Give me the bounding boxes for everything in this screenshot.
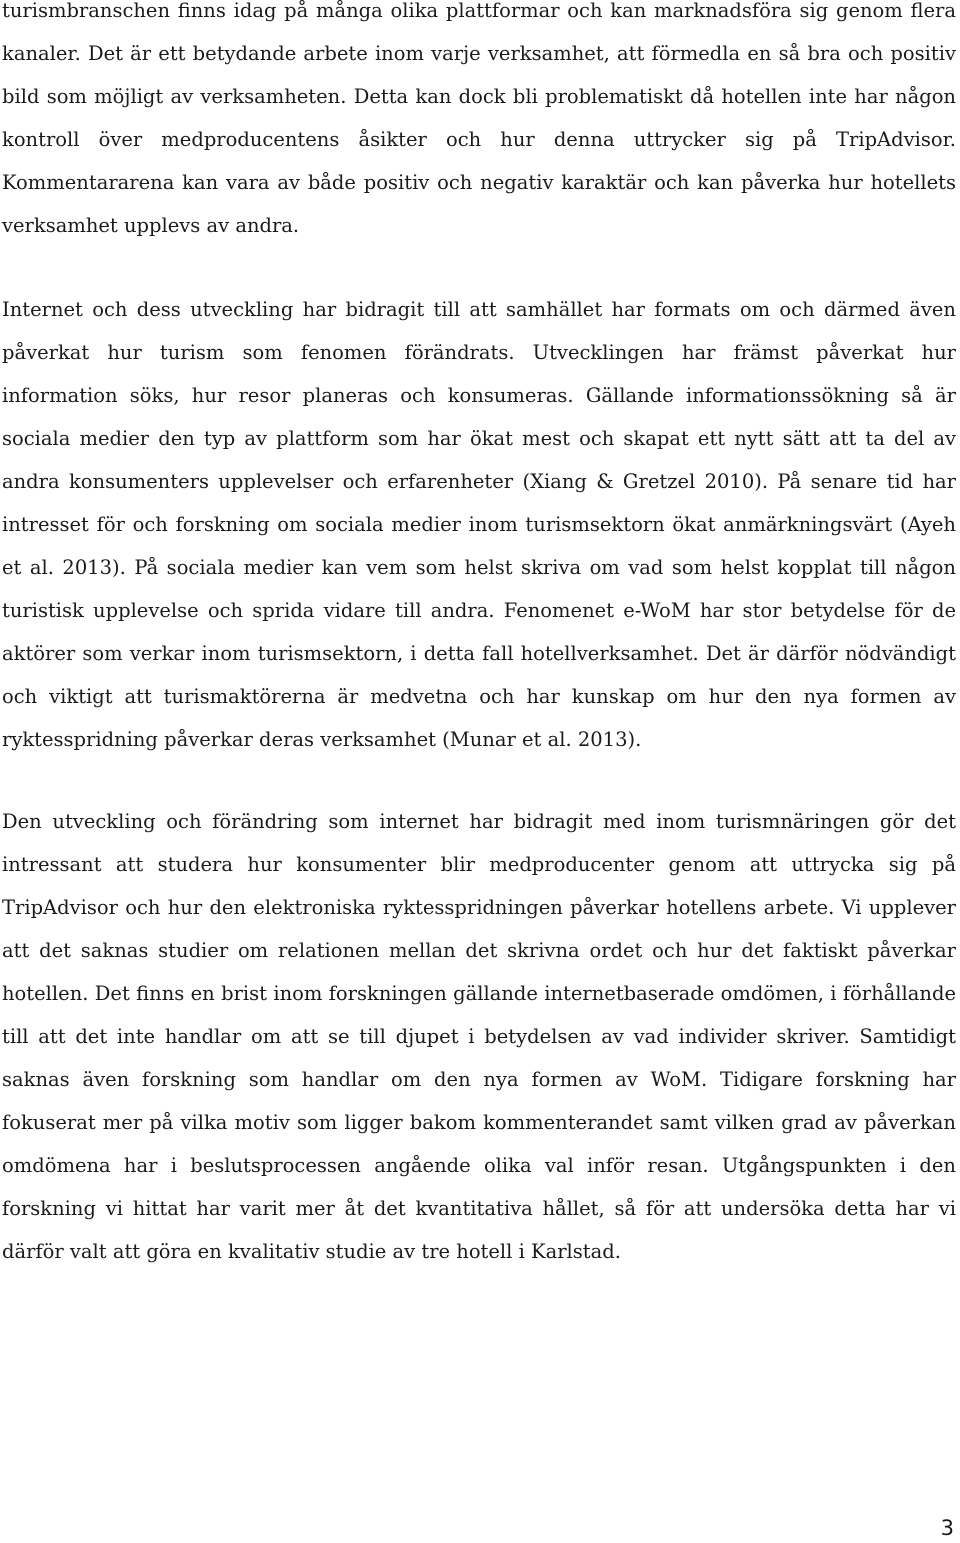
paragraph: Internet och dess utveckling har bidragit till att samhället har formats om och därmed även påverkat hur turism som fenomen förändrats. Utvecklingen har främst påverkat hur information söks, hur resor planeras och konsumeras. Gällande informationssökning så är sociala medier den typ av plattform som har ökat mest och skapat ett nytt sätt att ta del av andra konsumenters upplevelser och erfarenheter (Xiang & Gretzel 2010). På senare tid har intresset för och forskning om sociala medier inom turismsektorn ökat anmärkningsvärt (Ayeh et al. 2013). På sociala medier kan vem som helst skriva om vad som helst kopplat till någon turistisk upplevelse och sprida vidare till andra. Fenomenet e-WoM har stor betydelse för de aktörer som verkar inom turismsektorn, i detta fall hotellverksamhet. Det är därför nödvändigt och viktigt att turismaktörerna är medvetna och har kunskap om hur den nya formen av ryktesspridning påverkar deras verksamhet (Munar et al. 2013). [2,298,956,751]
page-number: 3 [940,1516,954,1540]
paragraph: Den utveckling och förändring som internet har bidragit med inom turismnäringen gör det intressant att studera hur konsumenter blir medproducenter genom att uttrycka sig på TripAdvisor och hur den elektroniska ryktesspridningen påverkar hotellens arbete. Vi upplever att det saknas studier om relationen mellan det skrivna ordet och hur det faktiskt påverkar hotellen. Det finns en brist inom forskningen gällande internetbaserade omdömen, i förhållande till att det inte handlar om att se till djupet i betydelsen av vad individer skriver. Samtidigt saknas även forskning som handlar om den nya formen av WoM. Tidigare forskning har fokuserat mer på vilka motiv som ligger bakom kommenterandet samt vilken grad av påverkan omdömena har i beslutsprocessen angående olika val inför resan. Utgångspunkten i den forskning vi hittat har varit mer åt det kvantitativa hållet, så för att undersöka detta har vi därför valt att göra en kvalitativ studie av tre hotell i Karlstad. [2,810,956,1263]
paragraph: turismbranschen finns idag på många olika plattformar och kan marknadsföra sig genom flera kanaler. Det är ett betydande arbete inom varje verksamhet, att förmedla en så bra och positiv bild som möjligt av verksamheten. Detta kan dock bli problematiskt då hotellen inte har någon kontroll över medproducentens åsikter och hur denna uttrycker sig på TripAdvisor. Kommentararena kan vara av både positiv och negativ karaktär och kan påverka hur hotellets verksamhet upplevs av andra. [2,0,956,237]
